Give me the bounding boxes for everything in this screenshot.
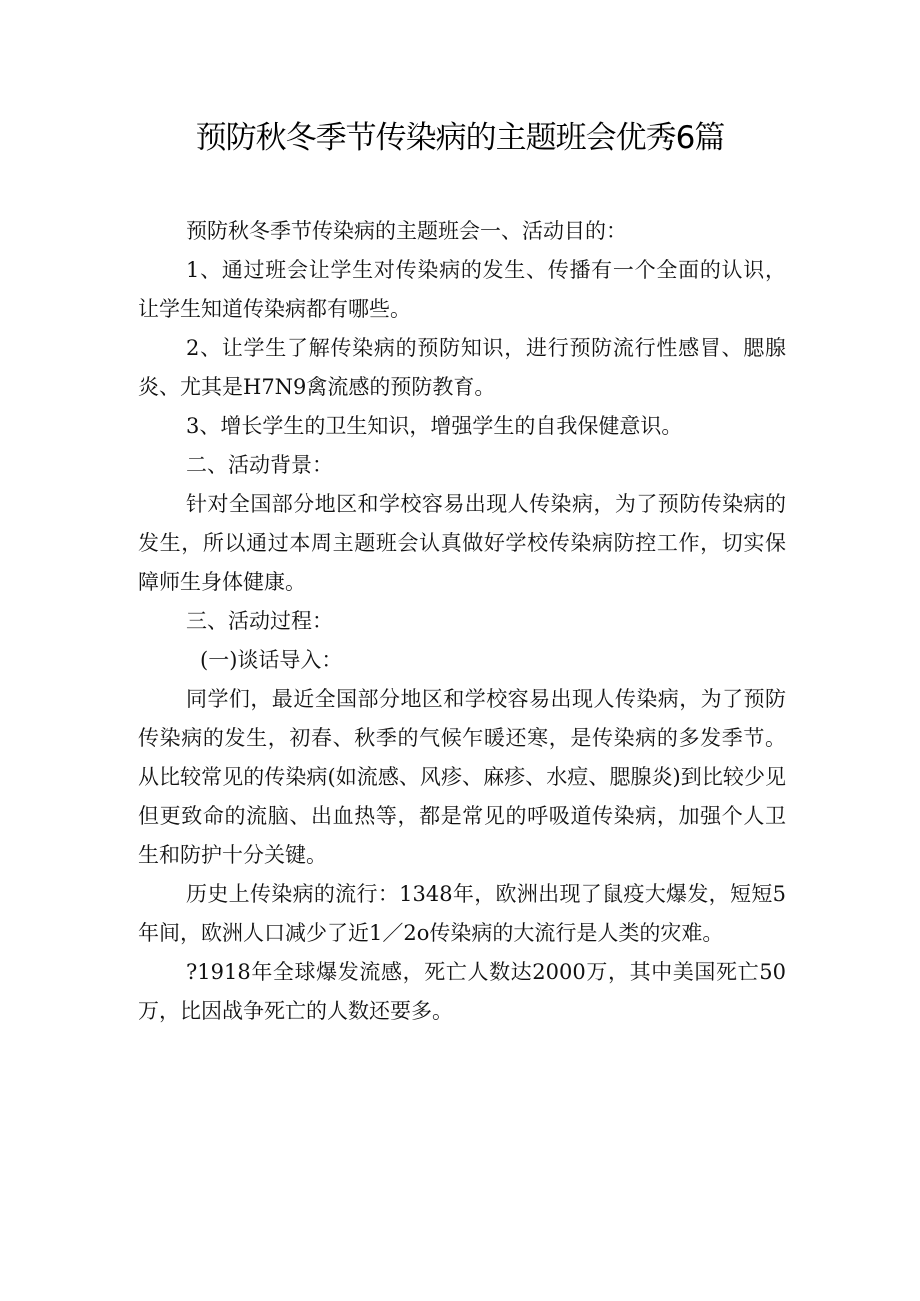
paragraph-history: 历史上传染病的流行：1348年，欧洲出现了鼠疫大爆发，短短5年间，欧洲人口减少了近1／2o传染病的大流行是人类的灾难。 (138, 882, 786, 945)
paragraph-intro-talk: 同学们，最近全国部分地区和学校容易出现人传染病，为了预防传染病的发生，初春、秋季的气候乍暖还寒，是传染病的多发季节。从比较常见的传染病(如流感、风疹、麻疹、水痘、腮腺炎)到比较少见但更致命的流脑、出血热等，都是常见的呼吸道传染病，加强个人卫生和防护十分关键。 (138, 687, 786, 867)
section-heading-process: 三、活动过程： (186, 609, 333, 633)
paragraph-background: 针对全国部分地区和学校容易出现人传染病，为了预防传染病的发生，所以通过本周主题班会认真做好学校传染病防控工作，切实保障师生身体健康。 (138, 492, 786, 594)
paragraph-goal-2: 2、让学生了解传染病的预防知识，进行预防流行性感冒、腮腺炎、尤其是H7N9禽流感的预防教育。 (138, 336, 786, 399)
paragraph-intro: 预防秋冬季节传染病的主题班会一、活动目的： (186, 219, 627, 243)
paragraph-1918-flu: ?1918年全球爆发流感，死亡人数达2000万，其中美国死亡50万，比因战争死亡的人数还要多。 (138, 960, 786, 1023)
document-body (138, 212, 786, 1031)
section-heading-background: 二、活动背景： (186, 453, 333, 477)
page-title: 预防秋冬季节传染病的主题班会优秀6篇 (195, 120, 725, 156)
paragraph-goal-1: 1、通过班会让学生对传染病的发生、传播有一个全面的认识，让学生知道传染病都有哪些。 (138, 258, 786, 321)
subsection-heading-intro: (一)谈话导入： (200, 648, 343, 672)
paragraph-goal-3: 3、增长学生的卫生知识，增强学生的自我保健意识。 (186, 414, 683, 438)
